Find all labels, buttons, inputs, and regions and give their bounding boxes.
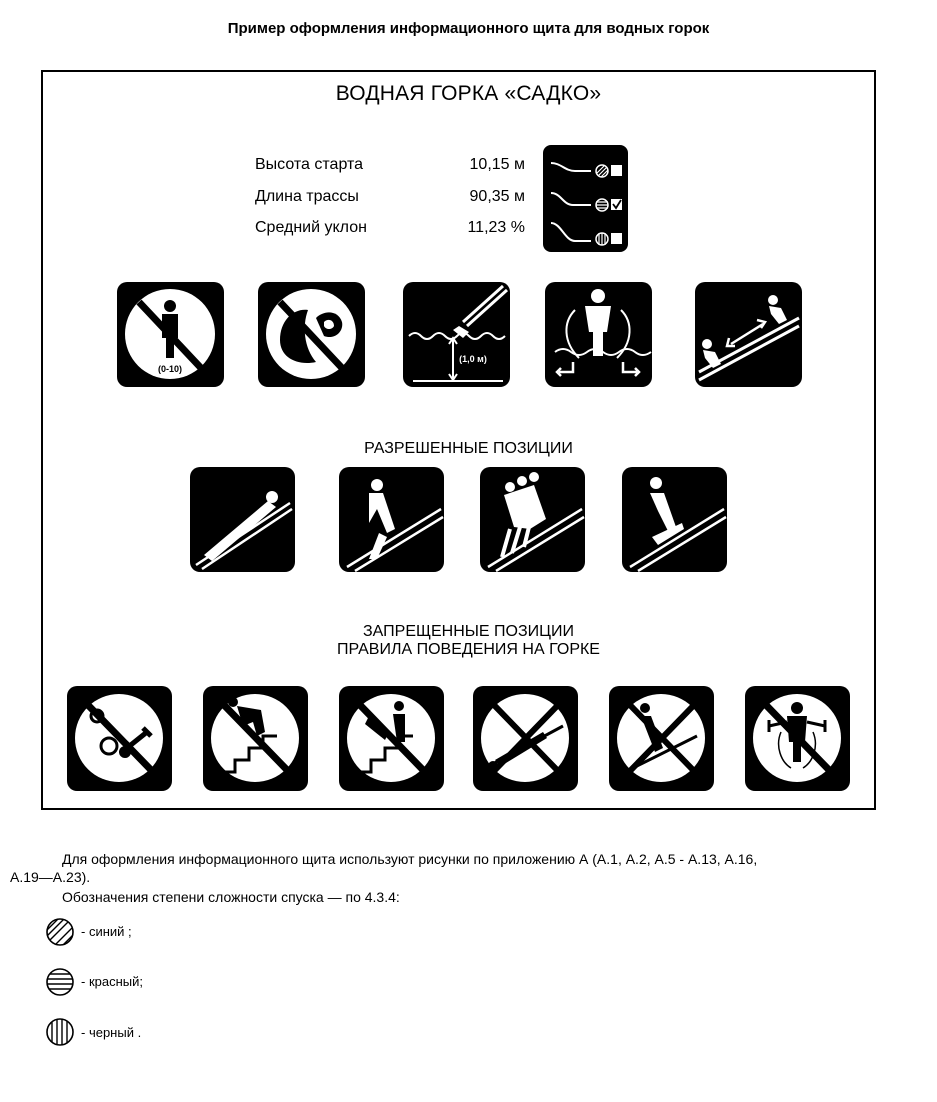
checkbox-red-checked [611,199,622,210]
leave-splash-zone-sign [545,282,652,387]
sitting-position-icon [339,467,444,572]
stat-label-length: Длина трассы [255,188,359,205]
no-head-first-sign [473,686,578,791]
no-running-stairs-sign [203,686,308,791]
note-line-2: А.19—А.23). [10,869,91,885]
board-title: ВОДНАЯ ГОРКА «САДКО» [335,82,602,105]
no-jumping-sign [745,686,850,791]
stat-value-length: 90,35 м [469,188,525,205]
difficulty-panel [543,145,628,252]
checkbox-black [611,233,622,244]
red-pattern-icon [45,967,75,997]
lying-feet-first-icon [190,467,295,572]
no-pushing-stairs-sign [339,686,444,791]
legend-blue-label: - синий ; [81,924,132,939]
note-line-3: Обозначения степени сложности спуска — по 4.3.4: [62,889,400,905]
no-children-sign [117,282,224,387]
legend-black-label: - черный . [81,1025,142,1040]
checkbox-blue [611,165,622,176]
stat-label-slope: Средний уклон [255,219,367,236]
stat-value-height: 10,15 м [469,156,525,173]
stat-label-height: Высота старта [255,156,364,173]
page-caption: Пример оформления информационного щита для водных горок [227,20,710,37]
keep-distance-sign [695,282,802,387]
forbidden-positions-title: ЗАПРЕЩЕННЫЕ ПОЗИЦИИ [362,623,574,640]
sitting-back-position-icon [622,467,727,572]
allowed-positions-title: РАЗРЕШЕННЫЕ ПОЗИЦИИ [364,440,573,457]
red-difficulty-icon [596,199,608,211]
blue-pattern-icon [45,917,75,947]
no-glasses-watches-keys-sign [67,686,172,791]
group-sitting-position-icon [480,467,585,572]
black-difficulty-icon [596,233,608,245]
note-line-1: Для оформления информационного щита используют рисунки по приложению А (А.1, А.2, А.5 - А.13, А.16, [62,851,758,867]
depth-text: (1,0 м) [459,354,487,364]
no-food-drink-sign [258,282,365,387]
no-standing-sign [609,686,714,791]
black-pattern-icon [45,1017,75,1047]
legend-red-label: - красный; [81,974,143,989]
stat-value-slope: 11,23 % [467,219,525,236]
pool-depth-sign [403,282,510,387]
blue-difficulty-icon [596,165,608,177]
behavior-rules-title: ПРАВИЛА ПОВЕДЕНИЯ НА ГОРКЕ [337,641,600,658]
age-limit-text: (0-10) [157,364,183,374]
